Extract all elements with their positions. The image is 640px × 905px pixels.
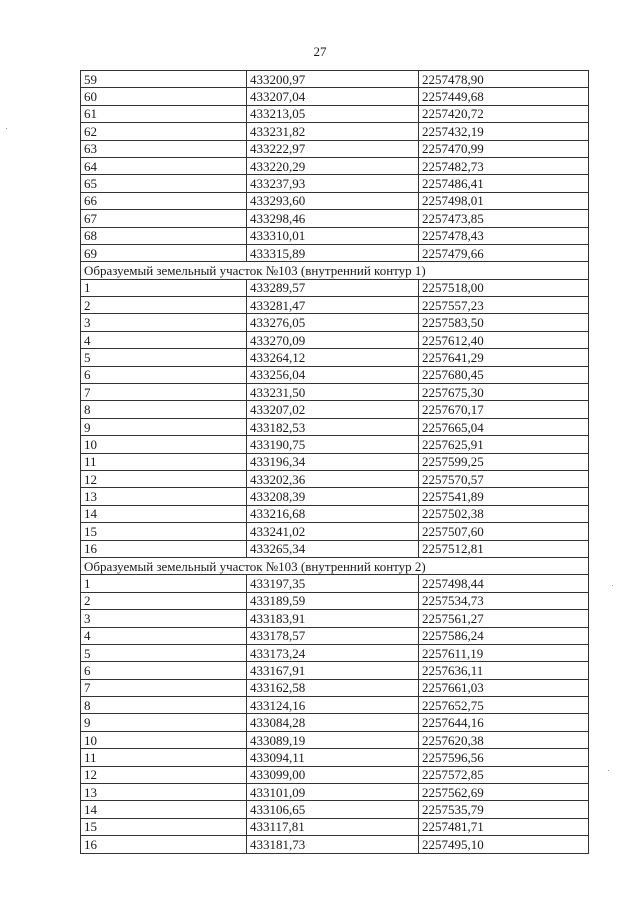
y-coordinate-cell: 2257596,56 [419,749,589,766]
y-coordinate-cell: 2257562,69 [419,784,589,801]
y-coordinate-cell: 2257570,57 [419,470,589,487]
scan-speck [6,128,7,129]
table-row [81,244,589,261]
x-coordinate-cell: 433124,16 [247,697,419,714]
point-number-cell: 9 [81,418,247,435]
table-row [81,662,589,679]
y-coordinate-cell: 2257502,38 [419,505,589,522]
table-row [81,801,589,818]
x-coordinate-cell: 433310,01 [247,227,419,244]
y-coordinate-cell: 2257498,01 [419,192,589,209]
table-row [81,610,589,627]
table-row [81,540,589,557]
y-coordinate-cell: 2257478,43 [419,227,589,244]
table-row [81,297,589,314]
y-coordinate-cell: 2257495,10 [419,836,589,853]
table-row [81,644,589,661]
x-coordinate-cell: 433089,19 [247,731,419,748]
point-number-cell: 59 [81,71,247,88]
y-coordinate-cell: 2257665,04 [419,418,589,435]
table-row [81,697,589,714]
coordinates-table-body [81,71,589,854]
point-number-cell: 7 [81,384,247,401]
y-coordinate-cell: 2257534,73 [419,592,589,609]
y-coordinate-cell: 2257586,24 [419,627,589,644]
x-coordinate-cell: 433190,75 [247,436,419,453]
table-row [81,453,589,470]
table-row [81,766,589,783]
x-coordinate-cell: 433222,97 [247,140,419,157]
y-coordinate-cell: 2257611,19 [419,644,589,661]
table-row [81,157,589,174]
table-row [81,210,589,227]
x-coordinate-cell: 433084,28 [247,714,419,731]
coordinates-table [80,70,589,854]
table-row [81,88,589,105]
point-number-cell: 5 [81,349,247,366]
point-number-cell: 10 [81,436,247,453]
point-number-cell: 68 [81,227,247,244]
y-coordinate-cell: 2257507,60 [419,523,589,540]
section-title: Образуемый земельный участок №103 (внутренний контур 1) [81,262,589,279]
y-coordinate-cell: 2257644,16 [419,714,589,731]
x-coordinate-cell: 433167,91 [247,662,419,679]
table-row [81,349,589,366]
x-coordinate-cell: 433200,97 [247,71,419,88]
y-coordinate-cell: 2257680,45 [419,366,589,383]
table-row [81,418,589,435]
x-coordinate-cell: 433281,47 [247,297,419,314]
y-coordinate-cell: 2257625,91 [419,436,589,453]
table-row [81,331,589,348]
table-row [81,714,589,731]
table-row [81,401,589,418]
y-coordinate-cell: 2257583,50 [419,314,589,331]
point-number-cell: 14 [81,505,247,522]
x-coordinate-cell: 433231,82 [247,123,419,140]
point-number-cell: 7 [81,679,247,696]
y-coordinate-cell: 2257675,30 [419,384,589,401]
point-number-cell: 2 [81,297,247,314]
y-coordinate-cell: 2257561,27 [419,610,589,627]
x-coordinate-cell: 433207,04 [247,88,419,105]
point-number-cell: 15 [81,523,247,540]
table-row [81,436,589,453]
section-header-row [81,262,589,279]
x-coordinate-cell: 433173,24 [247,644,419,661]
y-coordinate-cell: 2257557,23 [419,297,589,314]
y-coordinate-cell: 2257432,19 [419,123,589,140]
point-number-cell: 60 [81,88,247,105]
table-row [81,523,589,540]
y-coordinate-cell: 2257473,85 [419,210,589,227]
table-row [81,314,589,331]
x-coordinate-cell: 433276,05 [247,314,419,331]
y-coordinate-cell: 2257512,81 [419,540,589,557]
point-number-cell: 1 [81,575,247,592]
x-coordinate-cell: 433289,57 [247,279,419,296]
x-coordinate-cell: 433162,58 [247,679,419,696]
y-coordinate-cell: 2257518,00 [419,279,589,296]
y-coordinate-cell: 2257486,41 [419,175,589,192]
x-coordinate-cell: 433293,60 [247,192,419,209]
point-number-cell: 6 [81,662,247,679]
point-number-cell: 12 [81,766,247,783]
y-coordinate-cell: 2257620,38 [419,731,589,748]
point-number-cell: 10 [81,731,247,748]
x-coordinate-cell: 433178,57 [247,627,419,644]
y-coordinate-cell: 2257572,85 [419,766,589,783]
x-coordinate-cell: 433117,81 [247,818,419,835]
point-number-cell: 15 [81,818,247,835]
y-coordinate-cell: 2257420,72 [419,105,589,122]
table-row [81,679,589,696]
section-header-row [81,557,589,574]
x-coordinate-cell: 433237,93 [247,175,419,192]
y-coordinate-cell: 2257478,90 [419,71,589,88]
point-number-cell: 8 [81,697,247,714]
point-number-cell: 9 [81,714,247,731]
point-number-cell: 12 [81,470,247,487]
scan-speck [608,770,609,771]
y-coordinate-cell: 2257636,11 [419,662,589,679]
point-number-cell: 63 [81,140,247,157]
table-row [81,105,589,122]
y-coordinate-cell: 2257535,79 [419,801,589,818]
table-row [81,366,589,383]
point-number-cell: 2 [81,592,247,609]
table-row [81,123,589,140]
table-row [81,175,589,192]
x-coordinate-cell: 433202,36 [247,470,419,487]
point-number-cell: 16 [81,836,247,853]
table-row [81,592,589,609]
x-coordinate-cell: 433207,02 [247,401,419,418]
point-number-cell: 66 [81,192,247,209]
table-row [81,575,589,592]
point-number-cell: 13 [81,784,247,801]
y-coordinate-cell: 2257482,73 [419,157,589,174]
point-number-cell: 61 [81,105,247,122]
table-row [81,784,589,801]
x-coordinate-cell: 433099,00 [247,766,419,783]
x-coordinate-cell: 433213,05 [247,105,419,122]
point-number-cell: 65 [81,175,247,192]
point-number-cell: 8 [81,401,247,418]
x-coordinate-cell: 433256,04 [247,366,419,383]
table-row [81,836,589,853]
x-coordinate-cell: 433101,09 [247,784,419,801]
x-coordinate-cell: 433189,59 [247,592,419,609]
table-row [81,227,589,244]
table-row [81,505,589,522]
point-number-cell: 3 [81,314,247,331]
x-coordinate-cell: 433315,89 [247,244,419,261]
scan-speck [612,585,613,586]
x-coordinate-cell: 433264,12 [247,349,419,366]
point-number-cell: 4 [81,331,247,348]
y-coordinate-cell: 2257498,44 [419,575,589,592]
y-coordinate-cell: 2257599,25 [419,453,589,470]
y-coordinate-cell: 2257641,29 [419,349,589,366]
point-number-cell: 13 [81,488,247,505]
point-number-cell: 16 [81,540,247,557]
table-row [81,140,589,157]
x-coordinate-cell: 433298,46 [247,210,419,227]
x-coordinate-cell: 433094,11 [247,749,419,766]
y-coordinate-cell: 2257652,75 [419,697,589,714]
y-coordinate-cell: 2257449,68 [419,88,589,105]
table-row [81,731,589,748]
y-coordinate-cell: 2257481,71 [419,818,589,835]
table-row [81,749,589,766]
point-number-cell: 4 [81,627,247,644]
section-title: Образуемый земельный участок №103 (внутренний контур 2) [81,557,589,574]
point-number-cell: 5 [81,644,247,661]
point-number-cell: 69 [81,244,247,261]
point-number-cell: 1 [81,279,247,296]
x-coordinate-cell: 433208,39 [247,488,419,505]
x-coordinate-cell: 433265,34 [247,540,419,557]
x-coordinate-cell: 433220,29 [247,157,419,174]
x-coordinate-cell: 433196,34 [247,453,419,470]
table-row [81,71,589,88]
y-coordinate-cell: 2257661,03 [419,679,589,696]
x-coordinate-cell: 433197,35 [247,575,419,592]
y-coordinate-cell: 2257612,40 [419,331,589,348]
x-coordinate-cell: 433270,09 [247,331,419,348]
table-row [81,627,589,644]
table-row [81,384,589,401]
x-coordinate-cell: 433181,73 [247,836,419,853]
y-coordinate-cell: 2257479,66 [419,244,589,261]
x-coordinate-cell: 433231,50 [247,384,419,401]
point-number-cell: 3 [81,610,247,627]
y-coordinate-cell: 2257541,89 [419,488,589,505]
point-number-cell: 11 [81,453,247,470]
table-row [81,192,589,209]
table-row [81,470,589,487]
x-coordinate-cell: 433241,02 [247,523,419,540]
point-number-cell: 14 [81,801,247,818]
point-number-cell: 64 [81,157,247,174]
point-number-cell: 6 [81,366,247,383]
table-row [81,818,589,835]
point-number-cell: 67 [81,210,247,227]
x-coordinate-cell: 433183,91 [247,610,419,627]
y-coordinate-cell: 2257670,17 [419,401,589,418]
x-coordinate-cell: 433106,65 [247,801,419,818]
table-row [81,488,589,505]
y-coordinate-cell: 2257470,99 [419,140,589,157]
x-coordinate-cell: 433216,68 [247,505,419,522]
page-number: 27 [313,44,327,59]
table-row [81,279,589,296]
point-number-cell: 11 [81,749,247,766]
point-number-cell: 62 [81,123,247,140]
x-coordinate-cell: 433182,53 [247,418,419,435]
